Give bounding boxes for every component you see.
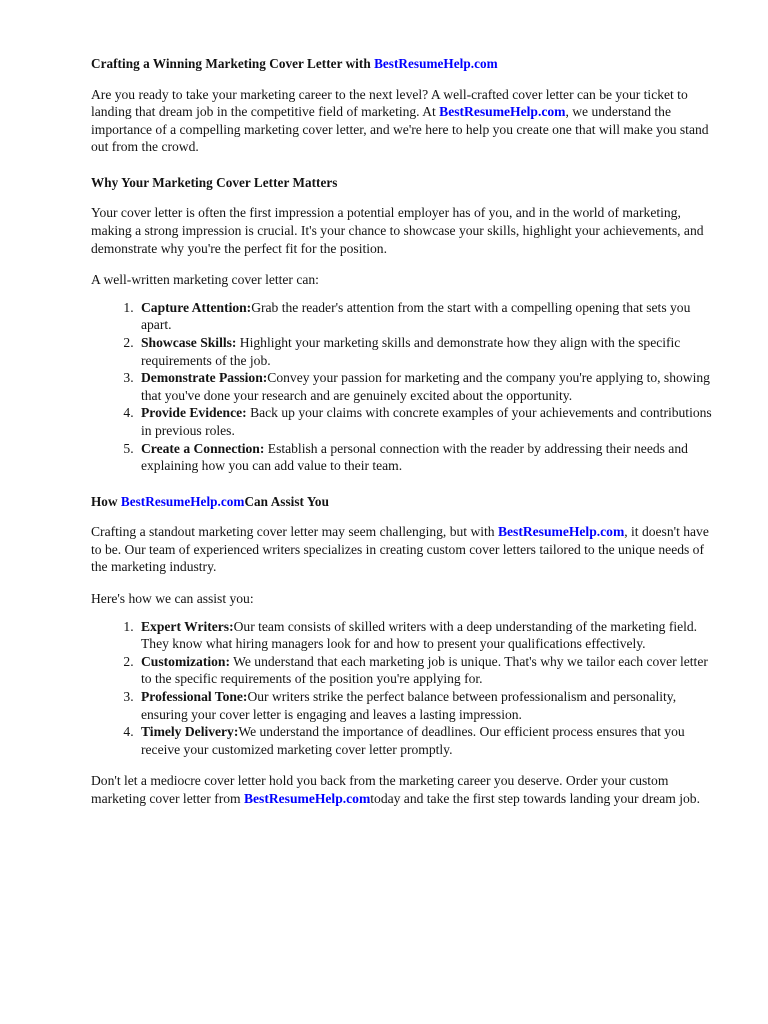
how-assist-list-intro: Here's how we can assist you: — [91, 590, 254, 606]
list-item-lead: Timely Delivery: — [141, 724, 239, 740]
closing-text-part1: Don't let a mediocre cover letter hold you back from the marketing career you deserve. Order your custom marketing cover letter from — [91, 773, 669, 806]
how-assist-heading-prefix: How — [91, 493, 121, 509]
document-content — [91, 55, 721, 808]
how-assist-heading-suffix: Can Assist You — [244, 493, 329, 509]
page-title — [91, 55, 721, 73]
list-item-lead: Customization: — [141, 653, 230, 669]
section-heading-why-matters: Why Your Marketing Cover Letter Matters — [91, 174, 338, 190]
list-item — [137, 404, 721, 439]
list-item-body: We understand that each marketing job is unique. That's why we tailor each cover letter to the specific requirements of the position you're applying for. — [141, 653, 708, 687]
list-item-body: We understand the importance of deadlines. Our efficient process ensures that you receive your customized marketing cover letter promptly. — [141, 724, 685, 757]
list-item-body: Our writers strike the perfect balance between professionalism and personality, ensuring your cover letter is engaging and leaves a lasting impression. — [141, 688, 677, 722]
services-list — [91, 618, 721, 759]
list-item-body: Grab the reader's attention from the start with a compelling opening that sets you apart. — [141, 299, 691, 333]
brand-link-closing[interactable]: BestResumeHelp.com — [243, 790, 371, 806]
why-matters-list-intro: A well-written marketing cover letter can: — [91, 272, 319, 288]
brand-link-intro[interactable]: BestResumeHelp.com — [439, 104, 566, 120]
list-item — [137, 723, 721, 758]
closing-paragraph — [91, 772, 721, 807]
how-assist-text-part2: , it doesn't have to be. Our team of experienced writers specializes in creating custom cover letters tailored to the unique needs of the marketing industry. — [91, 524, 709, 575]
brand-link-assist[interactable]: BestResumeHelp.com — [497, 524, 625, 540]
list-item — [137, 688, 721, 723]
list-item-body: Our team consists of skilled writers with a deep understanding of the marketing field. They know what hiring managers look for and how to present your qualifications effectively. — [141, 618, 698, 652]
section-heading-how-assist — [91, 493, 721, 511]
why-matters-paragraph: Your cover letter is often the first impression a potential employer has of you, and in the world of marketing, making a strong impression is crucial. It's your chance to showcase your skills, highlight your achievements, and demonstrate why you're the perfect fit for the position. — [91, 205, 704, 256]
brand-link-title[interactable]: BestResumeHelp.com — [374, 56, 498, 71]
how-assist-text-part1: Crafting a standout marketing cover letter may seem challenging, but with — [91, 524, 498, 540]
list-item-lead: Expert Writers: — [141, 618, 234, 634]
intro-paragraph-text-part2: , we understand the importance of a compelling marketing cover letter, and we're here to help you create one that will make you stand out from the crowd. — [91, 104, 709, 155]
list-item-lead: Capture Attention: — [141, 299, 252, 315]
intro-paragraph — [91, 86, 721, 156]
list-item-lead: Provide Evidence: — [141, 405, 247, 421]
list-item — [137, 369, 721, 404]
list-item-body: Back up your claims with concrete examples of your achievements and contributions in previous roles. — [141, 405, 712, 438]
list-item — [137, 299, 721, 334]
closing-text-part2: today and take the first step towards landing your dream job. — [370, 790, 700, 806]
list-item-lead: Demonstrate Passion: — [141, 370, 268, 386]
list-item-body: Highlight your marketing skills and demonstrate how they align with the specific requirements of the job. — [141, 334, 681, 368]
list-item — [137, 618, 721, 653]
list-item — [137, 440, 721, 475]
list-item — [137, 334, 721, 369]
list-item-body: Establish a personal connection with the reader by addressing their needs and explaining how you can add value to their team. — [141, 440, 688, 474]
list-item-lead: Professional Tone: — [141, 688, 248, 704]
how-assist-paragraph — [91, 523, 721, 576]
page-title-text: Crafting a Winning Marketing Cover Letter with — [91, 56, 375, 71]
intro-paragraph-text-part1: Are you ready to take your marketing career to the next level? A well-crafted cover letter can be your ticket to landing that dream job in the competitive field of marketing. At — [91, 86, 688, 120]
list-item-lead: Create a Connection: — [141, 440, 265, 456]
benefits-list — [91, 299, 721, 475]
list-item-body: Convey your passion for marketing and the company you're applying to, showing that you've done your research and are genuinely excited about the opportunity. — [141, 370, 710, 403]
brand-link-heading[interactable]: BestResumeHelp.com — [120, 493, 245, 509]
list-item — [137, 653, 721, 688]
list-item-lead: Showcase Skills: — [141, 334, 237, 350]
